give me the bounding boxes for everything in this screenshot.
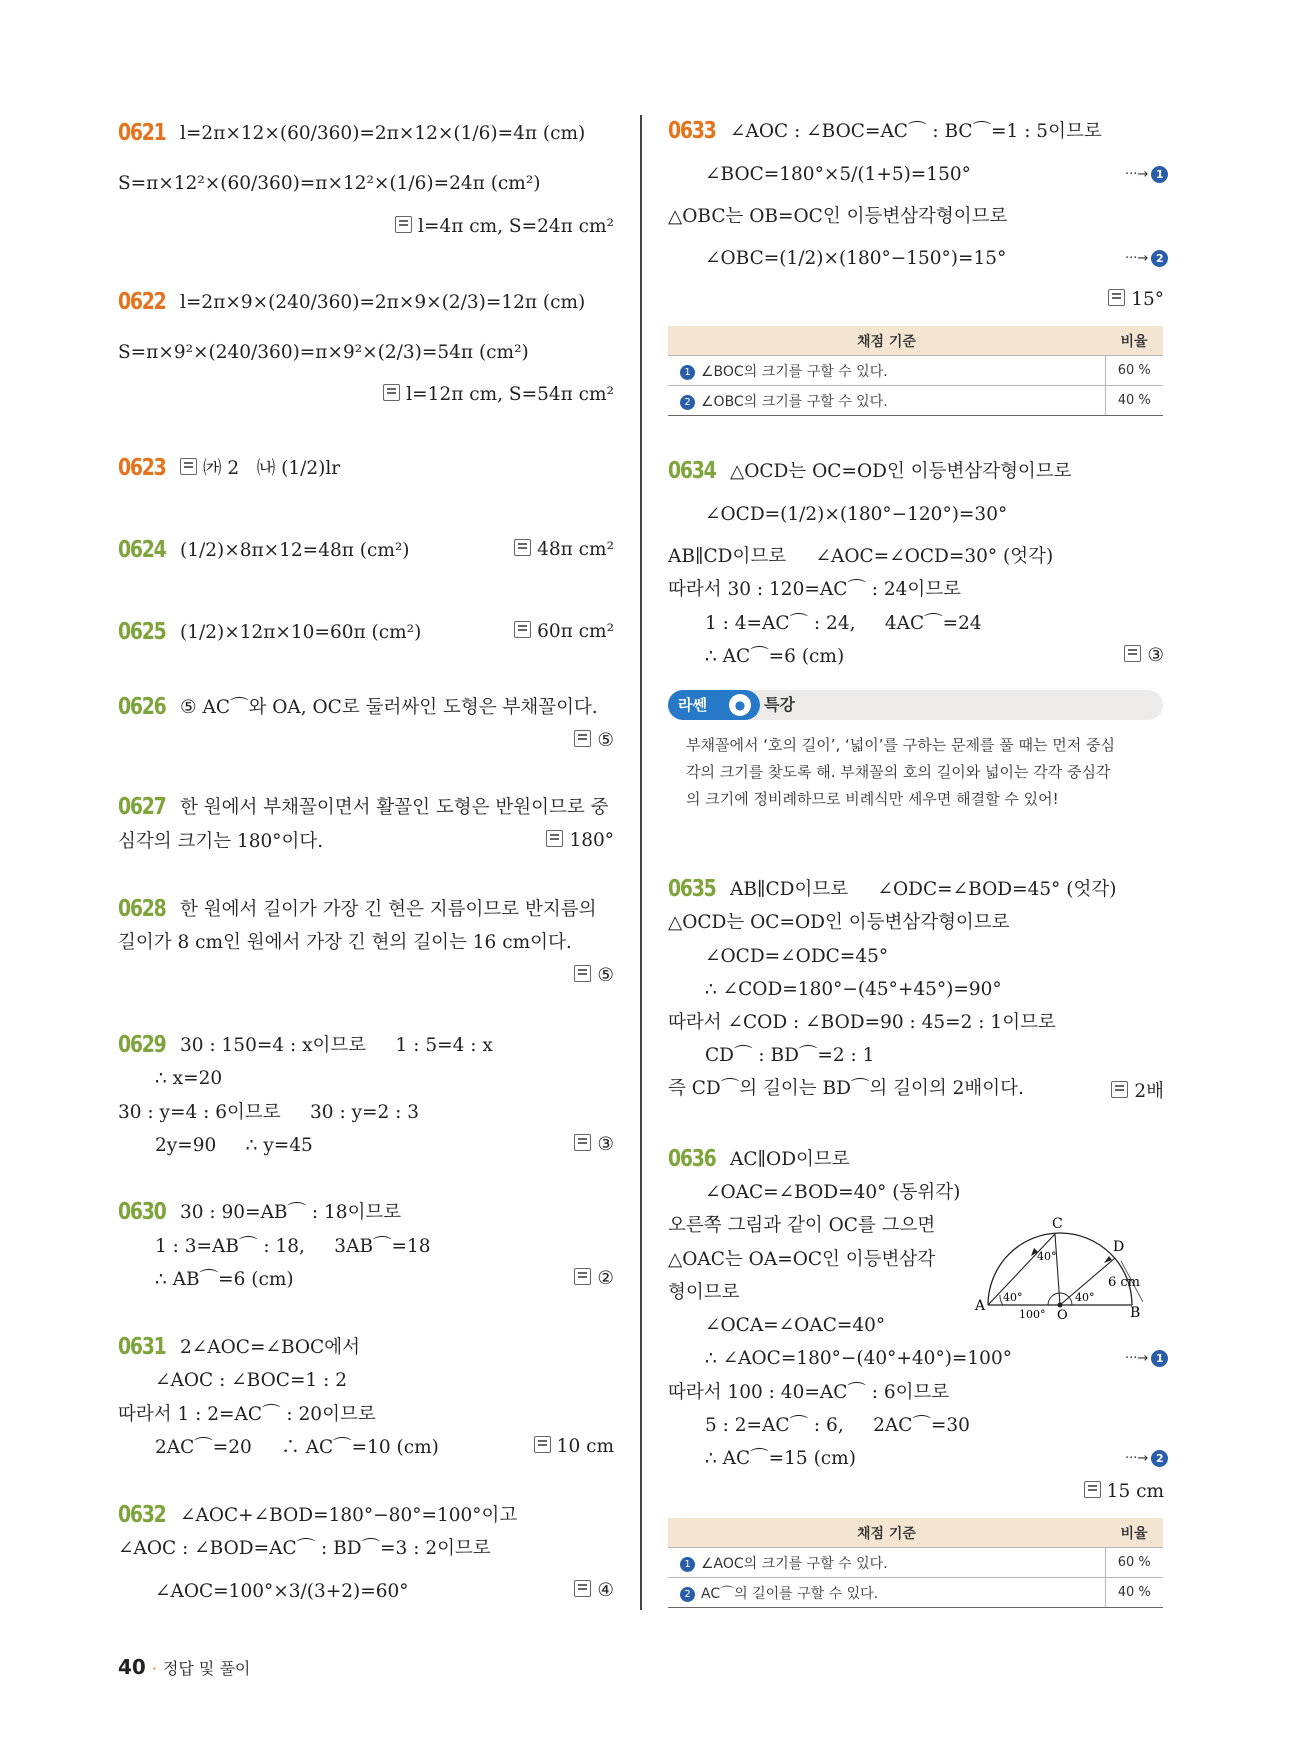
problem-number: 0632 <box>118 1502 166 1528</box>
answer: ③ <box>1124 645 1164 666</box>
answer: l=4π cm, S=24π cm² <box>395 216 614 237</box>
table-row: 2 ∠OBC의 크기를 구할 수 있다. 40 % <box>668 386 1163 416</box>
answer-icon <box>1111 1081 1128 1098</box>
problem-number: 0634 <box>668 458 716 484</box>
solution-line: ∠AOC : ∠BOD=AC⌒ : BD⌒=3 : 2이므로 <box>118 1538 491 1559</box>
footer-label: 정답 및 풀이 <box>162 1659 251 1678</box>
answer: 48π cm² <box>514 539 614 560</box>
solution-line: S=π×9²×(240/360)=π×9²×(2/3)=54π (cm²) <box>118 342 529 363</box>
step-marker: ···→ 2 <box>1125 250 1168 267</box>
solution-line: 따라서 ∠COD : ∠BOD=90 : 45=2 : 1이므로 <box>668 1012 1056 1033</box>
solution-line: ∴ ∠AOC=180°−(40°+40°)=100° <box>705 1348 1012 1369</box>
solution-line: ∠OCA=∠OAC=40° <box>705 1315 886 1336</box>
answer-icon <box>574 1268 591 1285</box>
solution-line: 2y=90 ∴ y=45 <box>155 1135 313 1156</box>
solution-line: ∴ ∠COD=180°−(45°+45°)=90° <box>705 979 1002 1000</box>
step-marker: ···→ 1 <box>1125 1350 1168 1367</box>
solution-line: 따라서 30 : 120=AC⌒ : 24이므로 <box>668 579 962 600</box>
problem-number: 0630 <box>118 1199 166 1225</box>
grading-table <box>668 326 1163 416</box>
solution-line: 따라서 100 : 40=AC⌒ : 6이므로 <box>668 1382 950 1403</box>
table-row: 1 ∠BOC의 크기를 구할 수 있다. 60 % <box>668 356 1163 386</box>
solution-line: 5 : 2=AC⌒ : 6, 2AC⌒=30 <box>705 1415 970 1436</box>
solution-line: ∠AOC=100°×3/(3+2)=60° <box>155 1581 409 1602</box>
page-footer: 40 · 정답 및 풀이 <box>118 1655 251 1679</box>
answer: 180° <box>546 830 614 851</box>
problem-number: 0631 <box>118 1334 166 1360</box>
solution-line: △OCD는 OC=OD인 이등변삼각형이므로 <box>668 912 1010 933</box>
answer-icon <box>546 830 563 847</box>
angle-label: 40° <box>1037 1250 1057 1263</box>
angle-label: 100° <box>1019 1308 1046 1321</box>
problem-number: 0627 <box>118 794 166 820</box>
answer-icon <box>383 384 400 401</box>
solution-line: 한 원에서 부채꼴이면서 활꼴인 도형은 반원이므로 중 <box>180 797 609 818</box>
tip-brand-icon: ● <box>729 694 751 716</box>
solution-line: 2∠AOC=∠BOC에서 <box>180 1337 360 1358</box>
label-D: D <box>1113 1239 1125 1255</box>
angle-label: 40° <box>1075 1291 1095 1304</box>
solution-line: 심각의 크기는 180°이다. <box>118 831 324 852</box>
solution-line: ∠OBC=(1/2)×(180°−150°)=15° <box>705 248 1007 269</box>
table-header: 비율 <box>1105 326 1163 356</box>
solution-line: ∠AOC : ∠BOC=AC⌒ : BC⌒=1 : 5이므로 <box>730 121 1102 142</box>
answer-icon <box>534 1436 551 1453</box>
problem-number: 0629 <box>118 1032 166 1058</box>
solution-line: 1 : 3=AB⌒ : 18, 3AB⌒=18 <box>155 1236 431 1257</box>
grading-table <box>668 1518 1163 1608</box>
answer-icon <box>574 730 591 747</box>
problem-number: 0623 <box>118 455 166 481</box>
solution-line: ∴ AC⌒=6 (cm) <box>705 646 845 667</box>
label-A: A <box>975 1298 986 1314</box>
solution-line: 30 : y=4 : 6이므로 30 : y=2 : 3 <box>118 1102 420 1123</box>
step-marker: ···→ 1 <box>1125 166 1168 183</box>
answer: l=12π cm, S=54π cm² <box>383 384 614 405</box>
solution-line: AB∥CD이므로 ∠ODC=∠BOD=45° (엇각) <box>730 879 1117 900</box>
table-header: 채점 기준 <box>668 1518 1105 1548</box>
solution-line: ∴ AB⌒=6 (cm) <box>155 1269 294 1290</box>
solution-line: (1/2)×8π×12=48π (cm²) <box>180 540 410 561</box>
answer-icon <box>574 965 591 982</box>
solution-line: ∠OAC=∠BOD=40° (동위각) <box>705 1182 961 1203</box>
answer: 10 cm <box>534 1436 614 1457</box>
problem-number: 0621 <box>118 120 166 146</box>
answer-line: ㈎ 2 ㈏ (1/2)lr <box>180 457 340 481</box>
solution-line: ∠BOC=180°×5/(1+5)=150° <box>705 164 971 185</box>
solution-line: 오른쪽 그림과 같이 OC를 그으면 <box>668 1215 936 1236</box>
answer-icon <box>1084 1481 1101 1498</box>
label-B: B <box>1130 1305 1141 1321</box>
solution-line: ∠AOC : ∠BOC=1 : 2 <box>155 1370 347 1391</box>
problem-number: 0624 <box>118 537 166 563</box>
answer: 15 cm <box>1084 1481 1164 1502</box>
solution-line: 한 원에서 길이가 가장 긴 현은 지름이므로 반지름의 <box>180 899 597 920</box>
solution-line: l=2π×9×(240/360)=2π×9×(2/3)=12π (cm) <box>180 292 586 313</box>
step-marker: ···→ 2 <box>1125 1450 1168 1467</box>
solution-line: AC∥OD이므로 <box>730 1149 850 1170</box>
solution-line: CD⌒ : BD⌒=2 : 1 <box>705 1045 875 1066</box>
table-row: 1 ∠AOC의 크기를 구할 수 있다. 60 % <box>668 1548 1163 1578</box>
answer-icon <box>1108 289 1125 306</box>
solution-line: 즉 CD⌒의 길이는 BD⌒의 길이의 2배이다. <box>668 1078 1024 1099</box>
solution-line: ∴ x=20 <box>155 1068 223 1089</box>
tip-brand: 라쎈 <box>668 690 760 720</box>
angle-label: 40° <box>1003 1291 1023 1304</box>
solution-line: ⑤ AC⌒와 OA, OC로 둘러싸인 도형은 부채꼴이다. <box>180 697 598 718</box>
answer-icon <box>395 216 412 233</box>
solution-line: 따라서 1 : 2=AC⌒ : 20이므로 <box>118 1404 376 1425</box>
problem-number: 0635 <box>668 876 716 902</box>
table-header: 비율 <box>1105 1518 1163 1548</box>
solution-line: 형이므로 <box>668 1282 740 1303</box>
solution-line: ∠OCD=(1/2)×(180°−120°)=30° <box>705 504 1008 525</box>
answer-icon <box>1124 645 1141 662</box>
solution-line: S=π×12²×(60/360)=π×12²×(1/6)=24π (cm²) <box>118 173 541 194</box>
tip-box <box>668 690 1163 825</box>
answer-icon <box>180 458 197 475</box>
column-divider <box>640 115 642 1610</box>
solution-line: 길이가 8 cm인 원에서 가장 긴 현의 길이는 16 cm이다. <box>118 932 572 953</box>
problem-number: 0626 <box>118 694 166 720</box>
problem-number: 0633 <box>668 118 716 144</box>
solution-line: ∠OCD=∠ODC=45° <box>705 946 889 967</box>
problem-number: 0622 <box>118 289 166 315</box>
answer: 15° <box>1108 289 1164 310</box>
answer: 60π cm² <box>514 621 614 642</box>
answer: ② <box>574 1268 614 1289</box>
table-row: 2 AC⌒의 길이를 구할 수 있다. 40 % <box>668 1578 1163 1608</box>
solution-line: △OAC는 OA=OC인 이등변삼각 <box>668 1249 936 1270</box>
solution-line: 2AC⌒=20 ∴ AC⌒=10 (cm) <box>155 1437 439 1458</box>
label-C: C <box>1052 1216 1063 1232</box>
answer-icon <box>574 1134 591 1151</box>
answer: ⑤ <box>574 965 614 986</box>
solution-line: △OBC는 OB=OC인 이등변삼각형이므로 <box>668 206 1008 227</box>
answer: ④ <box>574 1580 614 1601</box>
solution-line: 30 : 90=AB⌒ : 18이므로 <box>180 1202 402 1223</box>
answer-icon <box>574 1580 591 1597</box>
solution-line: ∠AOC+∠BOD=180°−80°=100°이고 <box>180 1505 518 1526</box>
answer: ⑤ <box>574 730 614 751</box>
solution-line: AB∥CD이므로 ∠AOC=∠OCD=30° (엇각) <box>668 546 1054 567</box>
tip-title: 특강 <box>764 695 795 714</box>
answer: ③ <box>574 1134 614 1155</box>
length-label: 6 cm <box>1108 1275 1141 1290</box>
label-O: O <box>1057 1308 1068 1323</box>
problem-number: 0636 <box>668 1146 716 1172</box>
tip-text: 부채꼴에서 ‘호의 길이’, ‘넓이’를 구하는 문제를 풀 때는 먼저 중심 각의 크기를 찾도록 해. 부채꼴의 호의 길이와 넓이는 각각 중심각 의 크기에 정비례하므로 비례식만 세우면 해결할 수 있어! <box>686 736 1116 808</box>
answer: 2배 <box>1111 1077 1164 1103</box>
solution-line: 1 : 4=AC⌒ : 24, 4AC⌒=24 <box>705 613 982 634</box>
problem-number: 0628 <box>118 896 166 922</box>
answer-icon <box>514 539 531 556</box>
problem-number: 0625 <box>118 619 166 645</box>
answer-icon <box>514 621 531 638</box>
solution-line: l=2π×12×(60/360)=2π×12×(1/6)=4π (cm) <box>180 123 586 144</box>
page-number: 40 <box>118 1655 146 1679</box>
solution-line: 30 : 150=4 : x이므로 1 : 5=4 : x <box>180 1035 493 1056</box>
solution-line: ∴ AC⌒=15 (cm) <box>705 1448 856 1469</box>
solution-line: (1/2)×12π×10=60π (cm²) <box>180 622 422 643</box>
solution-line: △OCD는 OC=OD인 이등변삼각형이므로 <box>730 461 1072 482</box>
semicircle-figure <box>975 1210 1150 1323</box>
table-header: 채점 기준 <box>668 326 1105 356</box>
